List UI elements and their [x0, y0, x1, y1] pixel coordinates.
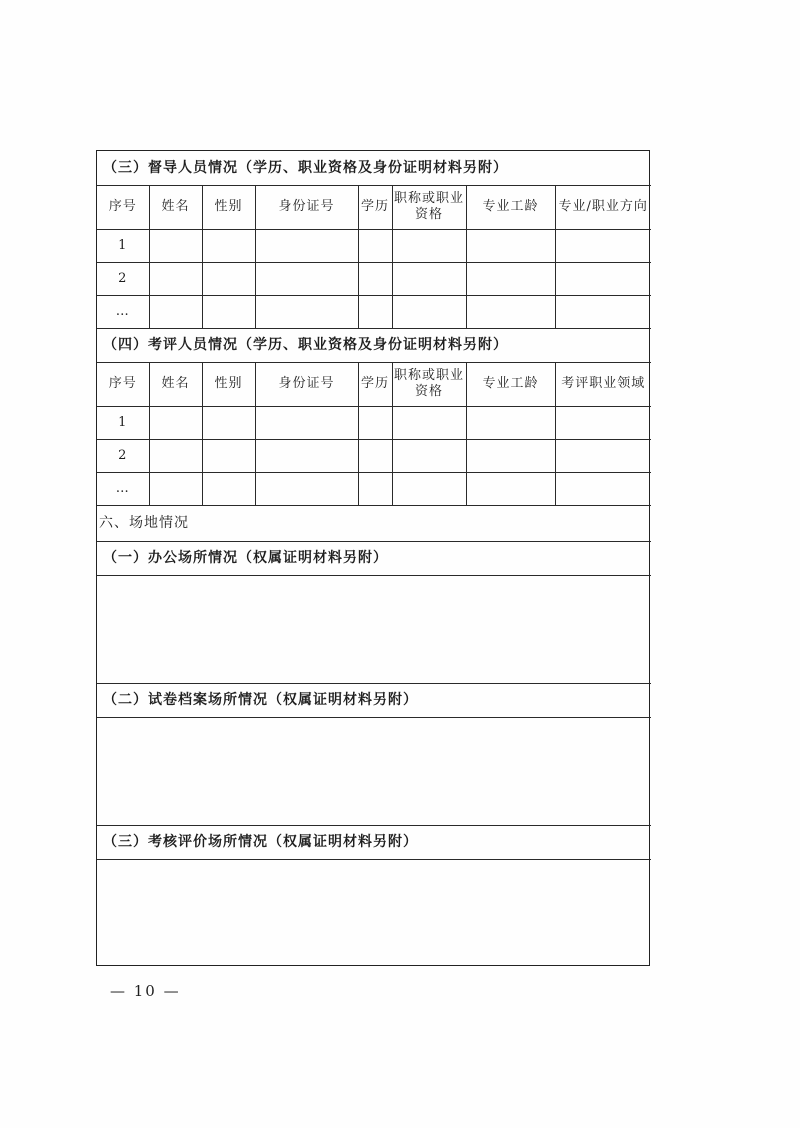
table-cell [202, 439, 255, 472]
table-cell [466, 472, 555, 505]
table-cell [255, 295, 358, 328]
column-header-work-years: 专业工龄 [466, 362, 555, 406]
column-header-name: 姓名 [149, 362, 202, 406]
archive-site-blank-area [97, 717, 651, 825]
table-cell [466, 295, 555, 328]
office-site-header [97, 541, 651, 575]
blank-cell [97, 717, 651, 825]
table-cell [555, 229, 651, 262]
table-cell [555, 472, 651, 505]
office-site-title: （一）办公场所情况（权属证明材料另附） [97, 541, 651, 575]
column-header-education: 学历 [358, 185, 392, 229]
column-header-work-years: 专业工龄 [466, 185, 555, 229]
table-cell [149, 295, 202, 328]
table-cell [255, 262, 358, 295]
table-cell [255, 229, 358, 262]
table-cell [392, 406, 466, 439]
column-header-id-number: 身份证号 [255, 185, 358, 229]
table-cell [149, 262, 202, 295]
table-cell [555, 295, 651, 328]
table-cell [555, 406, 651, 439]
staff-form-table [97, 151, 651, 965]
row-number: 2 [97, 262, 149, 295]
table-cell [255, 406, 358, 439]
assessor-column-headers [97, 362, 651, 406]
page-number: — 10 — [110, 982, 181, 1000]
table-cell [149, 229, 202, 262]
archive-site-header [97, 683, 651, 717]
assessment-site-blank-area [97, 859, 651, 965]
table-cell [466, 229, 555, 262]
table-cell [202, 406, 255, 439]
column-header-assessment-field: 考评职业领域 [555, 362, 651, 406]
table-cell [202, 229, 255, 262]
table-cell [392, 439, 466, 472]
supervisor-section-header [97, 151, 651, 185]
row-number: … [97, 295, 149, 328]
row-number: 2 [97, 439, 149, 472]
table-cell [358, 406, 392, 439]
table-cell [466, 406, 555, 439]
table-cell [202, 262, 255, 295]
table-cell [255, 439, 358, 472]
column-header-gender: 性别 [202, 362, 255, 406]
column-header-title-qualification: 职称或职业资格 [392, 185, 466, 229]
row-number: … [97, 472, 149, 505]
table-cell [555, 262, 651, 295]
assessor-section-header [97, 328, 651, 362]
table-cell [392, 229, 466, 262]
table-cell [149, 472, 202, 505]
table-cell [358, 262, 392, 295]
office-site-blank-area [97, 575, 651, 683]
table-cell [358, 229, 392, 262]
supervisor-section-title: （三）督导人员情况（学历、职业资格及身份证明材料另附） [97, 151, 651, 185]
row-number: 1 [97, 229, 149, 262]
assessment-site-title: （三）考核评价场所情况（权属证明材料另附） [97, 825, 651, 859]
table-cell [392, 262, 466, 295]
column-header-serial: 序号 [97, 185, 149, 229]
form-sheet [96, 150, 650, 966]
table-cell [555, 439, 651, 472]
table-cell [466, 262, 555, 295]
table-cell [202, 295, 255, 328]
table-row [97, 295, 651, 328]
table-cell [358, 439, 392, 472]
column-header-title-qualification: 职称或职业资格 [392, 362, 466, 406]
assessment-site-header [97, 825, 651, 859]
blank-cell [97, 859, 651, 965]
row-number: 1 [97, 406, 149, 439]
column-header-gender: 性别 [202, 185, 255, 229]
assessor-section-title: （四）考评人员情况（学历、职业资格及身份证明材料另附） [97, 328, 651, 362]
table-row [97, 229, 651, 262]
supervisor-column-headers [97, 185, 651, 229]
table-cell [392, 295, 466, 328]
table-row [97, 406, 651, 439]
table-cell [202, 472, 255, 505]
table-cell [149, 439, 202, 472]
table-cell [466, 439, 555, 472]
table-row [97, 439, 651, 472]
table-cell [392, 472, 466, 505]
blank-cell [97, 575, 651, 683]
table-row [97, 262, 651, 295]
column-header-name: 姓名 [149, 185, 202, 229]
archive-site-title: （二）试卷档案场所情况（权属证明材料另附） [97, 683, 651, 717]
column-header-direction: 专业/职业方向 [555, 185, 651, 229]
column-header-education: 学历 [358, 362, 392, 406]
column-header-serial: 序号 [97, 362, 149, 406]
table-cell [255, 472, 358, 505]
site-section-title: 六、场地情况 [97, 505, 651, 541]
table-cell [149, 406, 202, 439]
table-row [97, 472, 651, 505]
table-cell [358, 472, 392, 505]
site-section-header [97, 505, 651, 541]
table-cell [358, 295, 392, 328]
column-header-id-number: 身份证号 [255, 362, 358, 406]
